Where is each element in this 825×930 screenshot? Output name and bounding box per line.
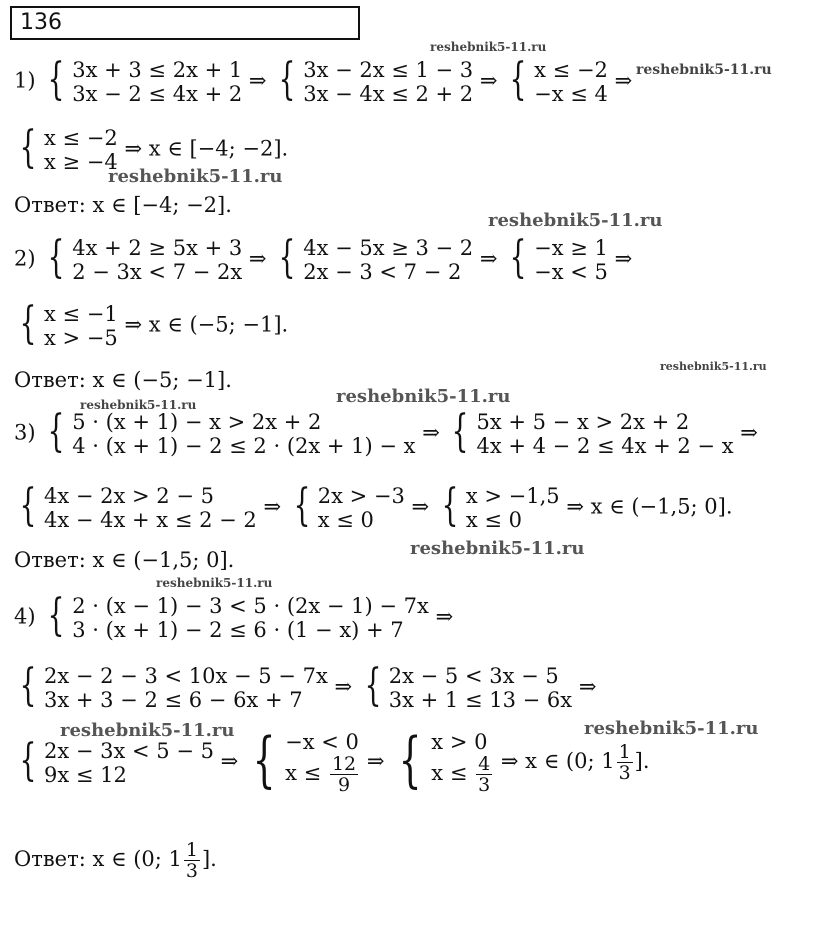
implies-arrow: ⇒ [248,246,267,271]
implies-arrow: ⇒ [500,749,519,773]
implies-arrow: ⇒ [740,420,758,445]
system: { 4x − 2x > 2 − 5 4x − 4x + x ≤ 2 − 2 [19,480,257,532]
fraction: $\frac{12}{9}$ [331,753,357,796]
watermark-text: reshebnik5-11.ru [336,386,511,407]
implies-arrow: ⇒ [435,604,454,629]
watermark-text: reshebnik5-11.ru [636,62,772,78]
system: { 4x + 2 ≥ 5x + 3 2 − 3x < 7 − 2x [47,232,243,284]
problem-label: 2) [14,246,36,271]
system: { 3x − 2x ≤ 1 − 3 3x − 4x ≤ 2 + 2 [278,54,474,106]
problem-label: 3) [14,420,36,445]
implies-arrow: ⇒ [422,420,440,445]
watermark-text: reshebnik5-11.ru [80,398,197,412]
system: { x > 0 x ≤ $\frac{4}{3}$ [398,725,491,796]
watermark-text: reshebnik5-11.ru [156,576,273,590]
task-number-box [10,6,360,40]
watermark-text: reshebnik5-11.ru [108,166,283,187]
system: { −x < 0 x ≤ $\frac{12}{9}$ [252,725,359,796]
fraction: $\frac{1}{3}$ [185,839,198,882]
problem-3-line-1 [14,406,758,458]
implies-arrow: ⇒ [263,494,282,519]
result: x ∈ (−1,5; 0]. [590,494,733,519]
implies-arrow: ⇒ [479,68,498,93]
problem-4-line-2 [14,660,597,712]
problem-1-answer: Ответ: x ∈ [−4; −2]. [14,193,232,217]
system: { 2 · (x − 1) − 3 < 5 · (2x − 1) − 7x 3 · (x + 1) − 2 ≤ 6 · (1 − x) + 7 [47,590,429,642]
problem-label: 1) [14,68,36,93]
implies-arrow: ⇒ [614,246,633,271]
system: { 4x − 5x ≥ 3 − 2 2x − 3 < 7 − 2 [278,232,474,284]
implies-arrow: ⇒ [334,674,353,699]
implies-arrow: ⇒ [566,494,584,519]
problem-4-answer: Ответ: x ∈ (0; 1 $\frac{1}{3}$ ]. [14,839,217,882]
system: { x ≤ −2 x ≥ −4 [19,122,118,174]
system: { 2x − 5 < 3x − 5 3x + 1 ≤ 13 − 6x [364,660,573,712]
result: x ∈ (−5; −1]. [148,312,289,337]
system: { x ≤ −2 −x ≤ 4 [509,54,608,106]
implies-arrow: ⇒ [124,312,143,337]
system: { 3x + 3 ≤ 2x + 1 3x − 2 ≤ 4x + 2 [47,54,243,106]
system: { 5x + 5 − x > 2x + 2 4x + 4 − 2 ≤ 4x + 2 − x [452,406,734,458]
system: { x ≤ −1 x > −5 [19,298,118,350]
implies-arrow: ⇒ [411,494,430,519]
fraction: $\frac{1}{3}$ [618,741,631,784]
implies-arrow: ⇒ [578,674,597,699]
result: x ∈ (0; 1 $\frac{1}{3}$ ]. [525,741,650,784]
watermark-text: reshebnik5-11.ru [60,720,235,741]
watermark-text: reshebnik5-11.ru [488,210,663,231]
system: { 2x − 2 − 3 < 10x − 5 − 7x 3x + 3 − 2 ≤ 6 − 6x + 7 [19,660,328,712]
problem-label: 4) [14,604,36,629]
watermark-text: reshebnik5-11.ru [584,718,759,739]
system: { 5 · (x + 1) − x > 2x + 2 4 · (x + 1) − 2 ≤ 2 · (2x + 1) − x [47,406,416,458]
system: { 2x − 3x < 5 − 5 9x ≤ 12 [19,734,214,787]
implies-arrow: ⇒ [366,749,385,773]
result: x ∈ [−4; −2]. [148,136,289,161]
system: { −x ≥ 1 −x < 5 [509,232,608,284]
problem-3-answer: Ответ: x ∈ (−1,5; 0]. [14,548,235,572]
fraction: $\frac{4}{3}$ [478,753,491,796]
problem-1-line-1 [14,54,633,106]
problem-2-line-1 [14,232,633,284]
problem-2-answer: Ответ: x ∈ (−5; −1]. [14,368,232,392]
watermark-text: reshebnik5-11.ru [660,360,767,373]
implies-arrow: ⇒ [614,68,633,93]
problem-4-line-1 [14,590,454,642]
implies-arrow: ⇒ [220,749,239,773]
task-number: 136 [20,10,62,35]
problem-2-line-2 [14,298,289,350]
implies-arrow: ⇒ [248,68,267,93]
system: { 2x > −3 x ≤ 0 [293,480,405,532]
watermark-text: reshebnik5-11.ru [410,538,585,559]
watermark-text: reshebnik5-11.ru [430,40,547,54]
system: { x > −1,5 x ≤ 0 [441,480,560,532]
problem-3-line-2 [14,480,733,532]
implies-arrow: ⇒ [479,246,498,271]
implies-arrow: ⇒ [124,136,143,161]
